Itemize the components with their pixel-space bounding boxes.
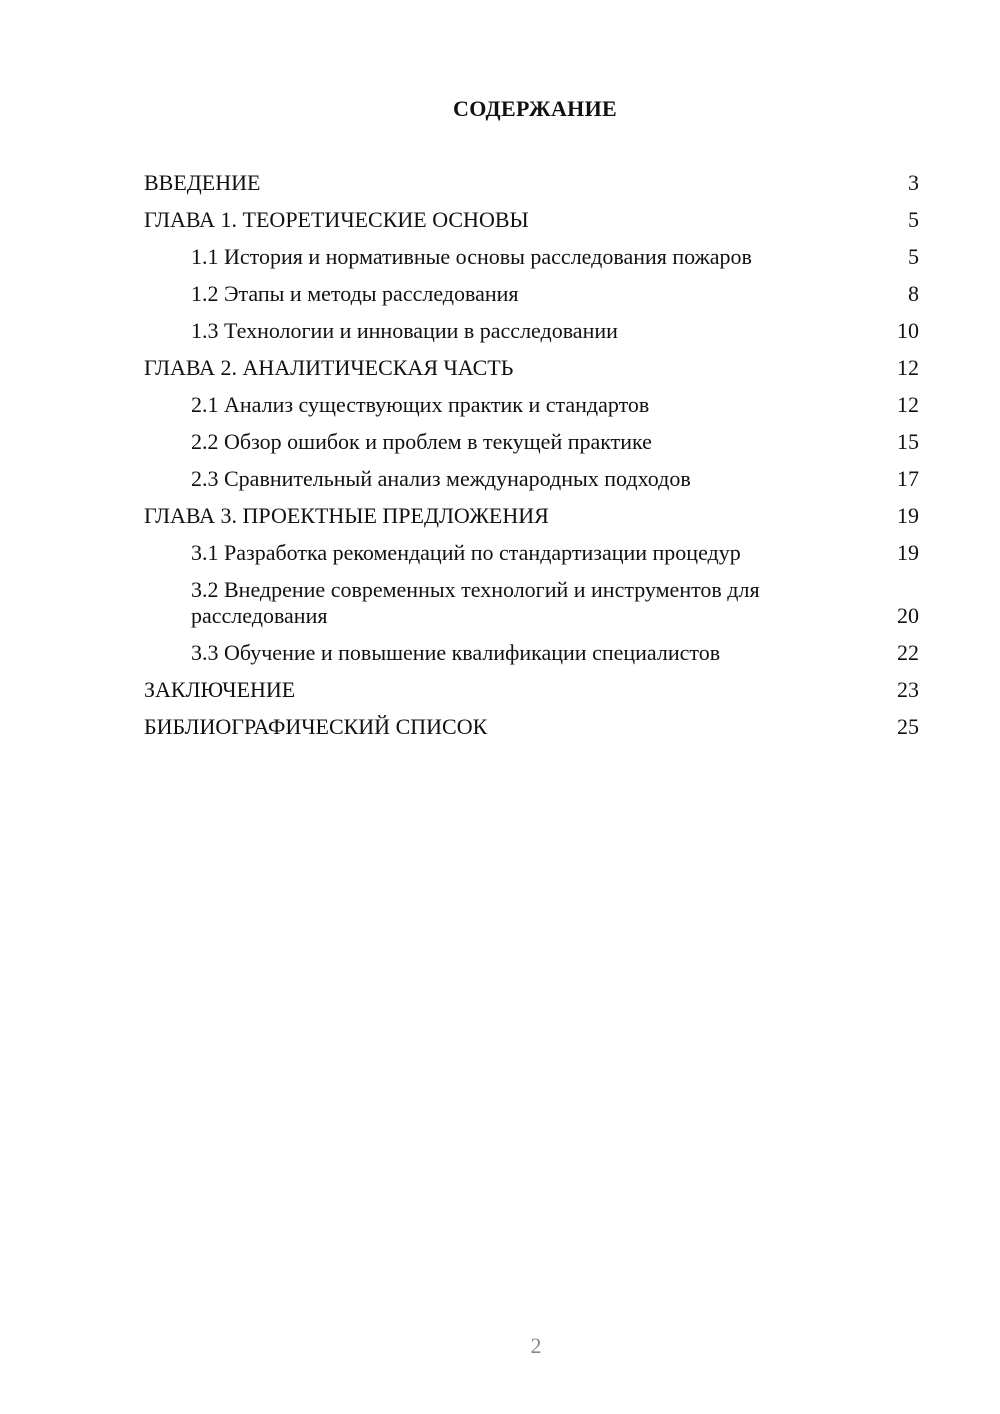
toc-entry-page: 20 — [897, 603, 919, 628]
toc-entry-page: 22 — [897, 640, 919, 665]
page-title: СОДЕРЖАНИЕ — [453, 96, 617, 121]
toc-entry-title: 1.2 Этапы и методы расследования — [191, 281, 519, 306]
table-of-contents — [144, 170, 919, 751]
toc-entry-title: 3.2 Внедрение современных технологий и инструментов для расследования — [191, 577, 760, 628]
toc-entry-title: БИБЛИОГРАФИЧЕСКИЙ СПИСОК — [144, 714, 488, 739]
toc-entry-page: 23 — [897, 677, 919, 702]
toc-entry-page: 12 — [897, 355, 919, 380]
toc-entry-section-2-1 — [144, 392, 919, 418]
toc-entry-title: 2.3 Сравнительный анализ международных подходов — [191, 466, 691, 491]
toc-entry-page: 15 — [897, 429, 919, 454]
toc-entry-title: 1.3 Технологии и инновации в расследовании — [191, 318, 618, 343]
toc-entry-page: 5 — [908, 207, 919, 232]
toc-entry-page: 8 — [908, 281, 919, 306]
toc-entry-section-1-2 — [144, 281, 919, 307]
toc-entry-title: ВВЕДЕНИЕ — [144, 170, 261, 195]
toc-entry-chapter-3 — [144, 503, 919, 529]
toc-entry-page: 5 — [908, 244, 919, 269]
toc-entry-introduction — [144, 170, 919, 196]
toc-entry-section-1-3 — [144, 318, 919, 344]
toc-entry-title: 3.1 Разработка рекомендаций по стандартизации процедур — [191, 540, 741, 565]
toc-entry-title: ГЛАВА 3. ПРОЕКТНЫЕ ПРЕДЛОЖЕНИЯ — [144, 503, 549, 528]
toc-entry-section-1-1 — [144, 244, 919, 270]
toc-entry-conclusion — [144, 677, 919, 703]
toc-entry-page: 10 — [897, 318, 919, 343]
toc-entry-chapter-2 — [144, 355, 919, 381]
toc-entry-section-2-3 — [144, 466, 919, 492]
toc-entry-title: 1.1 История и нормативные основы расследования пожаров — [191, 244, 752, 269]
toc-entry-page: 19 — [897, 540, 919, 565]
toc-entry-section-3-1 — [144, 540, 919, 566]
toc-entry-page: 12 — [897, 392, 919, 417]
toc-entry-title: 2.1 Анализ существующих практик и стандартов — [191, 392, 650, 417]
toc-entry-section-3-2 — [144, 577, 919, 629]
toc-entry-title: ГЛАВА 1. ТЕОРЕТИЧЕСКИЕ ОСНОВЫ — [144, 207, 529, 232]
toc-entry-page: 17 — [897, 466, 919, 491]
toc-entry-page: 19 — [897, 503, 919, 528]
toc-entry-title: ЗАКЛЮЧЕНИЕ — [144, 677, 296, 702]
page-number: 2 — [530, 1333, 542, 1358]
toc-entry-bibliography — [144, 714, 919, 740]
toc-entry-page: 3 — [908, 170, 919, 195]
toc-entry-section-2-2 — [144, 429, 919, 455]
toc-entry-page: 25 — [897, 714, 919, 739]
toc-entry-section-3-3 — [144, 640, 919, 666]
toc-entry-title: 2.2 Обзор ошибок и проблем в текущей практике — [191, 429, 652, 454]
toc-entry-title: 3.3 Обучение и повышение квалификации специалистов — [191, 640, 721, 665]
toc-entry-chapter-1 — [144, 207, 919, 233]
toc-entry-title: ГЛАВА 2. АНАЛИТИЧЕСКАЯ ЧАСТЬ — [144, 355, 514, 380]
